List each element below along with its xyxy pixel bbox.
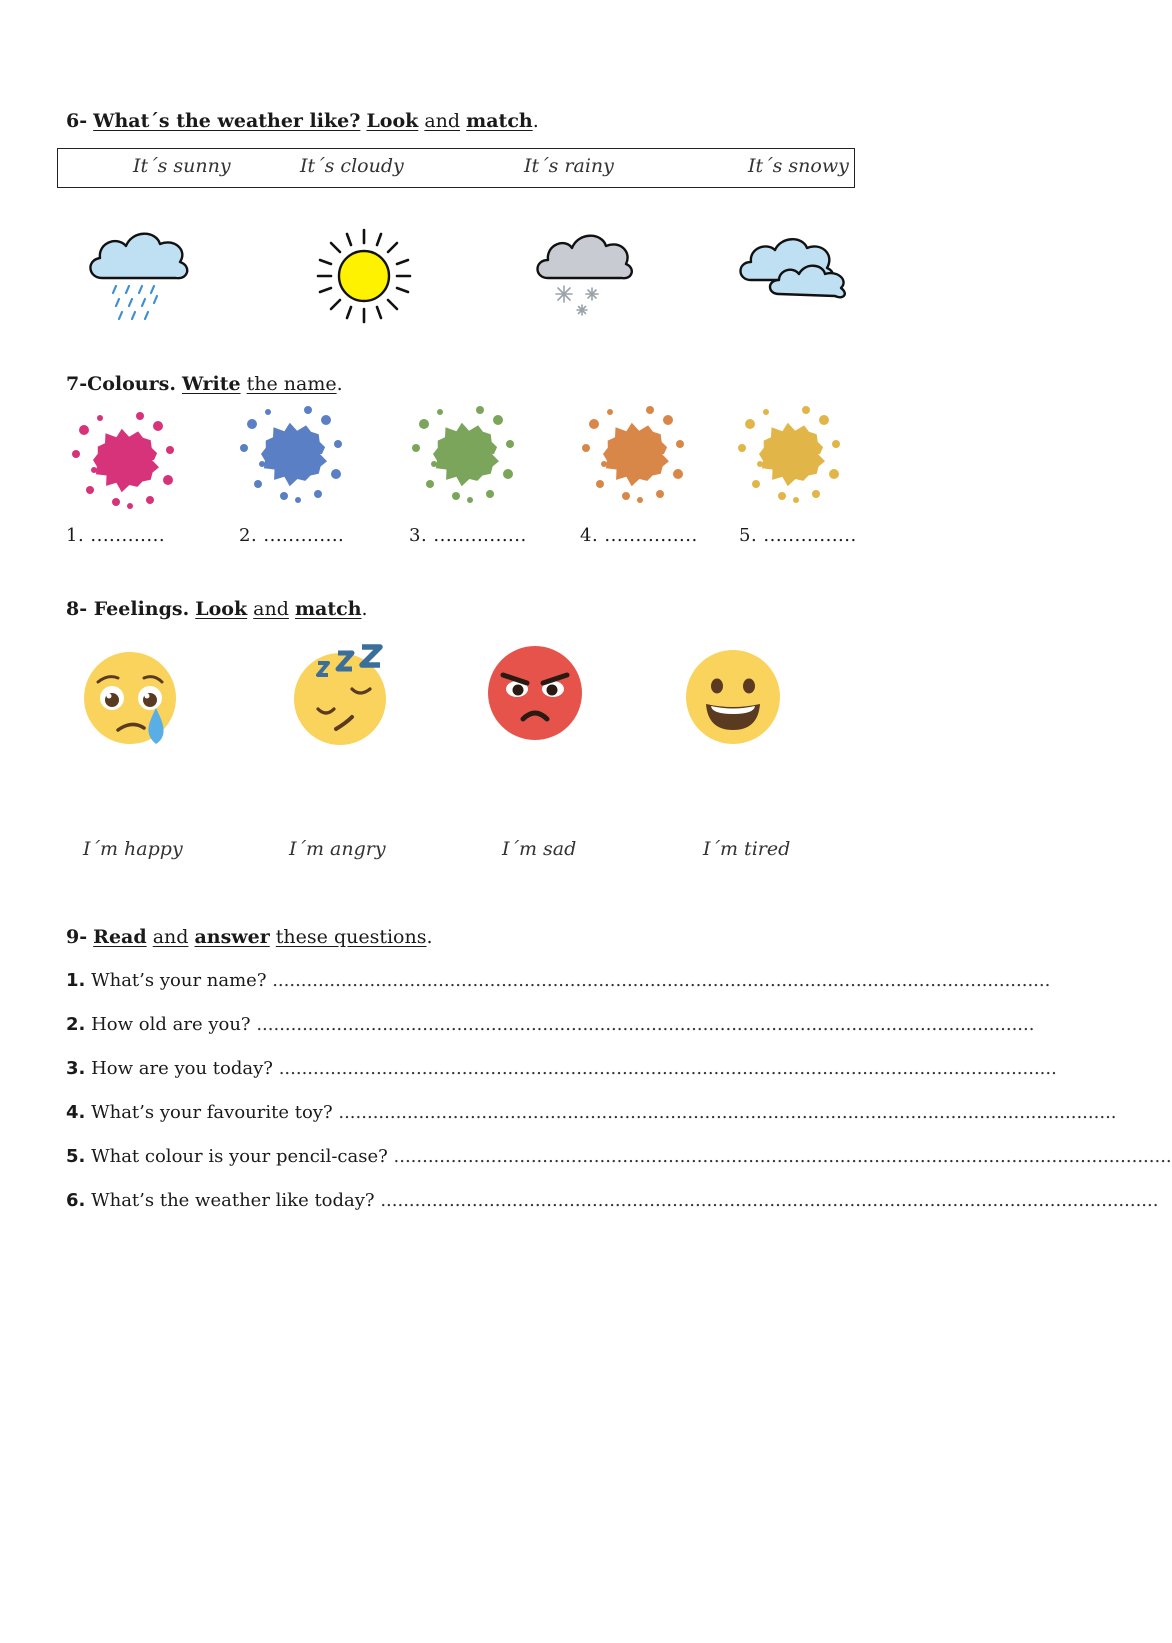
- questions-heading-read: Read: [93, 926, 147, 948]
- sleeping-face-icon: [290, 643, 394, 747]
- questions-heading-rest: these questions: [275, 926, 427, 948]
- colours-heading-rest: the name: [246, 373, 337, 395]
- feeling-option-happy: I´m happy: [83, 838, 183, 860]
- colours-heading-title: 7-Colours.: [66, 373, 176, 395]
- question-2-answer-line[interactable]: ........................................................................................................................................: [256, 1014, 1035, 1035]
- feelings-heading: [66, 598, 368, 620]
- questions-heading: [66, 926, 433, 948]
- colour-blank-2[interactable]: 2. .............: [239, 525, 345, 546]
- paint-splash-4: [580, 404, 692, 504]
- colour-blank-1[interactable]: 1. ............: [66, 525, 166, 546]
- colour-blank-5[interactable]: 5. ...............: [739, 525, 857, 546]
- weather-option-rainy: It´s rainy: [524, 155, 614, 177]
- paint-splash-5: [736, 404, 848, 504]
- question-4-answer-line[interactable]: ........................................................................................................................................: [338, 1102, 1117, 1123]
- colours-heading-period: .: [336, 373, 343, 395]
- feelings-heading-title: 8- Feelings.: [66, 598, 190, 620]
- colours-heading-write: Write: [181, 373, 241, 395]
- weather-heading-look: Look: [366, 110, 419, 132]
- colours-heading: [66, 373, 343, 395]
- paint-splash-1: [70, 410, 182, 510]
- snow-cloud-icon: [532, 230, 636, 320]
- feelings-heading-and: and: [253, 598, 289, 620]
- colour-blank-3[interactable]: 3. ...............: [409, 525, 527, 546]
- sun-icon: [312, 226, 416, 326]
- question-3-text: How are you today?: [91, 1058, 273, 1079]
- rain-cloud-icon: [84, 228, 194, 328]
- colour-blank-4[interactable]: 4. ...............: [580, 525, 698, 546]
- feelings-heading-look: Look: [195, 598, 248, 620]
- weather-option-cloudy: It´s cloudy: [300, 155, 404, 177]
- smiling-face-icon: [684, 648, 782, 746]
- question-2: [66, 1014, 1035, 1035]
- question-1-number: 1.: [66, 970, 86, 991]
- weather-heading: [66, 110, 539, 132]
- question-1-answer-line[interactable]: ........................................................................................................................................: [272, 970, 1051, 991]
- weather-heading-match: match: [466, 110, 533, 132]
- paint-splash-2: [238, 404, 350, 504]
- question-1-text: What’s your name?: [91, 970, 267, 991]
- feeling-option-angry: I´m angry: [289, 838, 386, 860]
- clouds-icon: [737, 232, 853, 302]
- question-5-number: 5.: [66, 1146, 86, 1167]
- paint-splash-3: [410, 404, 522, 504]
- question-5-text: What colour is your pencil-case?: [91, 1146, 388, 1167]
- weather-heading-question: What´s the weather like?: [93, 110, 361, 132]
- question-4: [66, 1102, 1117, 1123]
- question-3-number: 3.: [66, 1058, 86, 1079]
- question-3: [66, 1058, 1057, 1079]
- feeling-option-sad: I´m sad: [502, 838, 577, 860]
- question-5-answer-line[interactable]: ........................................................................................................................................: [393, 1146, 1172, 1167]
- question-4-number: 4.: [66, 1102, 86, 1123]
- question-6-answer-line[interactable]: ........................................................................................................................................: [380, 1190, 1159, 1211]
- weather-option-snowy: It´s snowy: [748, 155, 849, 177]
- question-6-text: What’s the weather like today?: [91, 1190, 375, 1211]
- crying-face-icon: [82, 650, 182, 750]
- question-4-text: What’s your favourite toy?: [91, 1102, 333, 1123]
- question-2-number: 2.: [66, 1014, 86, 1035]
- feelings-heading-period: .: [361, 598, 368, 620]
- weather-heading-period: .: [532, 110, 539, 132]
- question-3-answer-line[interactable]: ........................................................................................................................................: [278, 1058, 1057, 1079]
- weather-heading-and: and: [424, 110, 461, 132]
- weather-option-sunny: It´s sunny: [133, 155, 231, 177]
- question-1: [66, 970, 1051, 991]
- question-6: [66, 1190, 1159, 1211]
- question-2-text: How old are you?: [91, 1014, 251, 1035]
- questions-heading-period: .: [426, 926, 433, 948]
- weather-heading-number: 6-: [66, 110, 88, 132]
- questions-heading-answer: answer: [194, 926, 270, 948]
- questions-heading-number: 9-: [66, 926, 88, 948]
- feelings-heading-match: match: [294, 598, 362, 620]
- feeling-option-tired: I´m tired: [703, 838, 791, 860]
- question-6-number: 6.: [66, 1190, 86, 1211]
- question-5: [66, 1146, 1172, 1167]
- angry-face-icon: [487, 645, 583, 741]
- questions-heading-and: and: [152, 926, 189, 948]
